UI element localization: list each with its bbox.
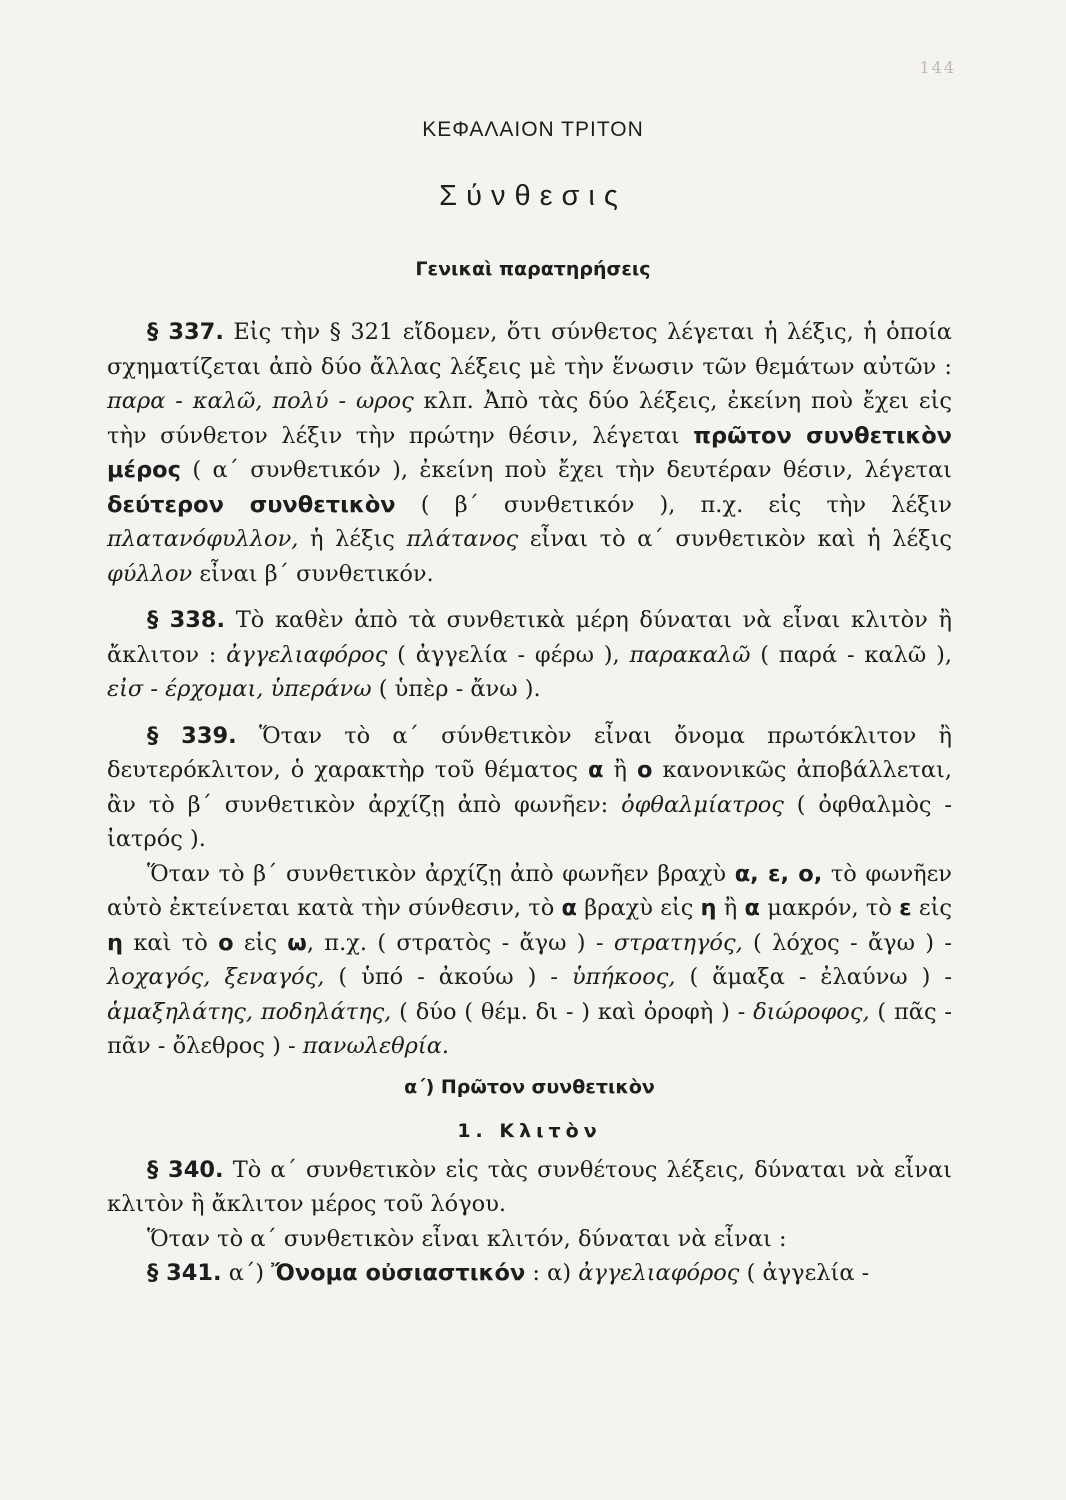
example-word: εἰσ - έρχομαι, ὑπεράνω [107, 676, 372, 702]
section-number: § 337. [147, 319, 224, 345]
paragraph-339 [107, 719, 952, 857]
text: ἡ λέξις [298, 526, 407, 552]
section-number: § 341. [147, 1260, 222, 1286]
example-word: πλάτανος [406, 526, 519, 552]
bold-letter: ω [287, 929, 307, 956]
paragraph-338 [107, 603, 952, 707]
example-word: φύλλον [107, 560, 193, 587]
text: ( ἀγγελία - [739, 1260, 870, 1286]
text: ( ἀγγελία - φέρω ), [387, 641, 630, 668]
text: ( β΄ συνθετικόν ), π.χ. εἰς τὴν λέξιν [395, 491, 952, 518]
paragraph-340-continued: Ὅταν τὸ α΄ συνθετικὸν εἶναι κλιτόν, δύναται νὰ εἶναι : [147, 1225, 787, 1252]
section-number: § 339. [147, 722, 237, 749]
text: , π.χ. ( στρατὸς - ἄγω ) - [306, 929, 614, 956]
text: εἶναι β΄ συνθετικόν. [192, 560, 434, 587]
example-word: ὀφθαλμίατρος [621, 791, 784, 818]
section-number: § 340. [147, 1156, 224, 1183]
example-word: στρατηγός, [613, 929, 743, 956]
section-subtitle: Γενικαὶ παρατηρήσεις [415, 258, 651, 280]
text: εἰς [233, 929, 288, 956]
example-word: παρακαλῶ [629, 641, 751, 668]
text: ( λόχος - ἄγω ) - [742, 929, 952, 956]
text: εἰς [911, 895, 952, 921]
example-word: ὑπήκοος, [571, 964, 676, 990]
text: Τὸ α΄ συνθετικὸν εἰς τὰς συνθέτους λέξεις, δύναται νὰ εἶναι κλιτὸν ἢ ἄκλιτον μέρος τοῦ λόγου. [107, 1156, 952, 1217]
text: ( ἅμαξα - ἐλαύνω ) - [675, 964, 952, 990]
text: ἢ [716, 895, 745, 921]
paragraph-340 [107, 1153, 952, 1222]
example-word: πανωλεθρία. [302, 1033, 450, 1059]
text: Εἰς τὴν § 321 εἴδομεν, ὅτι σύνθετος λέγεται ἡ λέξις, ἡ ὁποία σχηματίζεται ἀπὸ δύο ἄλλας λέξεις μὲ τὴν ἕνωσιν τῶν θεμάτων αὐτῶν : [107, 319, 952, 380]
text: ( α΄ συνθετικόν ), ἐκείνη ποὺ ἔχει τὴν δευτέραν θέσιν, λέγεται [180, 457, 952, 483]
example-word: ἀγγελιαφόρος [578, 1260, 740, 1286]
text: ( ὑπό - ἀκούω ) - [324, 964, 572, 990]
paragraph-337 [107, 315, 952, 591]
page-number: 144 [919, 58, 956, 77]
text: εἶναι τὸ α΄ συνθετικὸν καὶ ἡ λέξις [518, 526, 952, 552]
bold-letter: α [561, 895, 578, 921]
bold-letter: η [700, 895, 717, 921]
text: : α) [525, 1260, 579, 1286]
text: ( ὑπὲρ - ἄνω ). [371, 676, 541, 702]
example-word: ἁμαξηλάτης, ποδηλάτης, [107, 998, 392, 1025]
text: καὶ τὸ [123, 929, 219, 956]
bold-letter: α [744, 895, 760, 921]
bold-term: Ὄνομα οὐσιαστικόν [271, 1260, 526, 1286]
text: Ὅταν τὸ α΄ σύνθετικὸν εἶναι ὄνομα πρωτόκλιτον ἢ δευτερόκλιτον, ὁ χαρακτὴρ τοῦ θέματος [107, 722, 952, 783]
text: τὸ φωνῆεν αὐτὸ ἐκτείνεται κατὰ τὴν σύνθεσιν, τὸ [107, 860, 952, 921]
body-text [107, 315, 952, 1291]
text: κλπ. Ἀπὸ τὰς δύο λέξεις, ἐκείνη ποὺ ἔχει εἰς τὴν σύνθετον λέξιν τὴν πρώτην θέσιν, λέγεται [107, 388, 952, 449]
text: Ὅταν τὸ β΄ συνθετικὸν ἀρχίζῃ ἀπὸ φωνῆεν βραχὺ [147, 860, 735, 887]
bold-letter: α, ε, ο, [734, 860, 823, 887]
text: ( πᾶς - πᾶν - ὄλεθρος ) - [107, 998, 952, 1059]
paragraph-339-continued [107, 857, 952, 1064]
paragraph-341 [107, 1256, 952, 1291]
page-title: Σύνθεσις [439, 180, 627, 212]
heading-first-component: α΄) Πρῶτον συνθετικὸν [404, 1075, 655, 1098]
example-word: πλατανόφυλλον, [107, 526, 299, 552]
bold-letter: α [588, 757, 604, 783]
text: Τὸ καθὲν ἀπὸ τὰ συνθετικὰ μέρη δύναται νὰ εἶναι κλιτὸν ἢ ἄκλιτον : [107, 607, 952, 668]
bold-letter: η [107, 929, 124, 956]
bold-letter: ε [899, 895, 912, 921]
example-word: διώροφος, [753, 998, 870, 1025]
text: μακρόν, τὸ [759, 895, 900, 921]
text: βραχὺ εἰς [577, 895, 701, 921]
example-word: ἀγγελιαφόρος [226, 641, 388, 668]
example-word: παρα - καλῶ, πολύ - ωρος [107, 388, 414, 414]
text: ( δύο ( θέμ. δι - ) καὶ ὀροφὴ ) - [391, 998, 754, 1025]
text: ( παρά - καλῶ ), [750, 641, 952, 668]
text: ἢ [603, 757, 637, 783]
text: α΄) [221, 1260, 272, 1286]
bold-term: δεύτερον συνθετικὸν [107, 491, 396, 518]
text: ( ὀφθαλμὸς - ἰατρός ). [107, 791, 952, 852]
example-word: λοχαγός, ξεναγός, [107, 964, 325, 990]
bold-term: πρῶτον συνθετικὸν μέρος [107, 422, 953, 483]
heading-inflected: 1. Κλιτὸν [457, 1120, 602, 1142]
section-number: § 338. [147, 607, 226, 633]
chapter-heading: ΚΕΦΑΛΑΙΟΝ ΤΡΙΤΟΝ [422, 118, 644, 141]
bold-letter: ο [637, 757, 653, 783]
bold-letter: ο [218, 929, 234, 956]
text: κανονικῶς ἀποβάλλεται, ἂν τὸ β΄ συνθετικὸν ἀρχίζῃ ἀπὸ φωνῆεν: [107, 757, 952, 818]
